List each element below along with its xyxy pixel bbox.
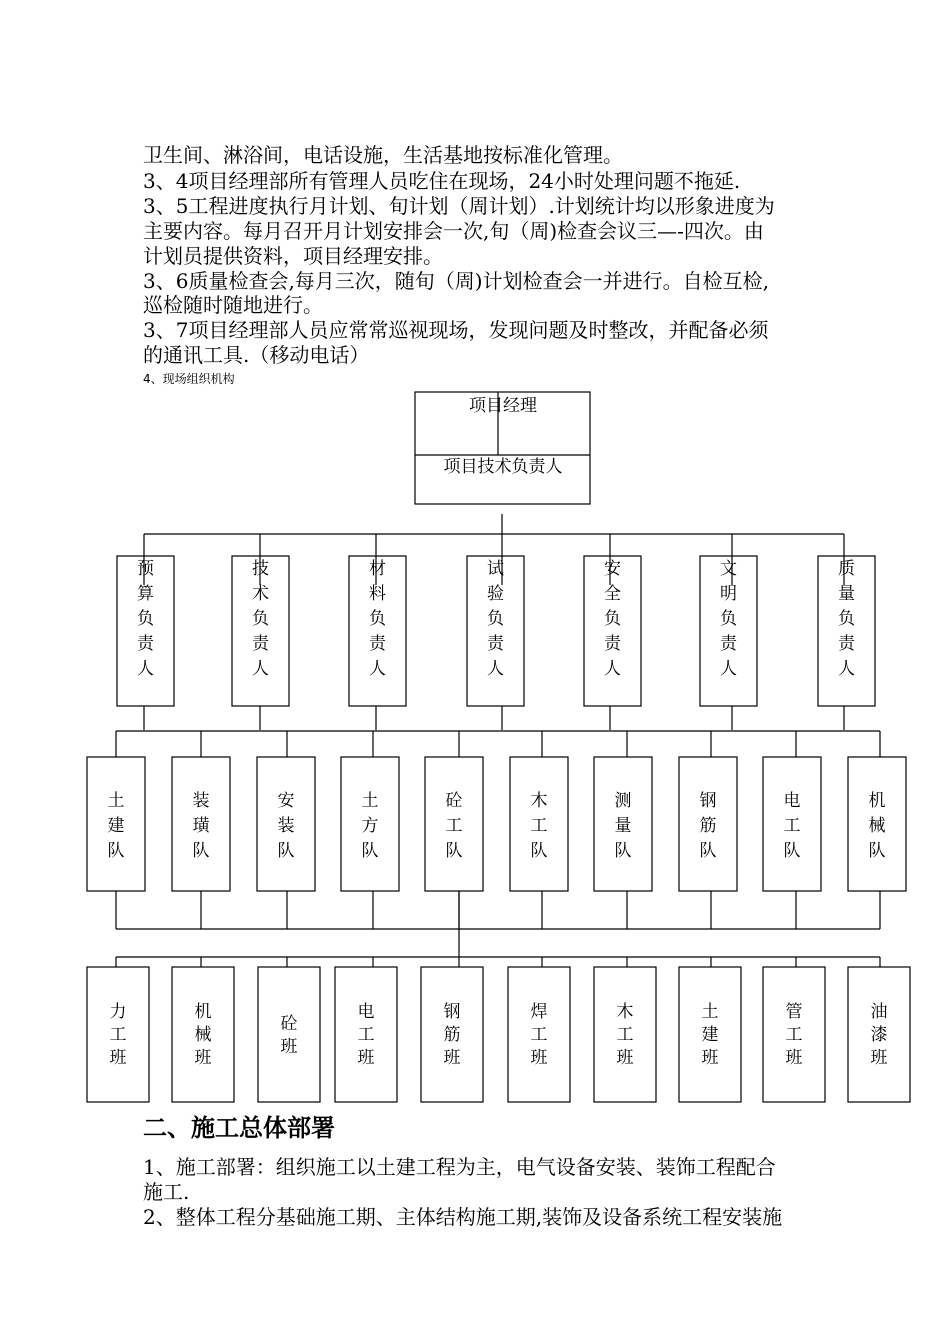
manager-label: 料 bbox=[369, 584, 386, 604]
team-label: 工 bbox=[783, 816, 801, 836]
crew-label: 砼 bbox=[280, 1014, 298, 1034]
manager-label: 安 bbox=[604, 559, 621, 579]
team-label: 队 bbox=[868, 841, 886, 861]
team-label: 队 bbox=[277, 841, 295, 861]
crew-label: 力 bbox=[109, 1002, 127, 1022]
team-label: 队 bbox=[530, 841, 548, 861]
team-label: 钢 bbox=[699, 791, 717, 811]
manager-label: 人 bbox=[252, 659, 269, 679]
text-line: 1、施工部署：组织施工以土建工程为主，电气设备安装、装饰工程配合 bbox=[143, 1155, 776, 1179]
manager-label: 负 bbox=[838, 609, 855, 629]
manager-label: 验 bbox=[487, 584, 504, 604]
crew-label: 班 bbox=[194, 1048, 212, 1068]
team-label: 电 bbox=[783, 791, 801, 811]
crew-label: 钢 bbox=[443, 1002, 461, 1022]
team-label: 队 bbox=[361, 841, 379, 861]
team-label: 队 bbox=[192, 841, 210, 861]
manager-label: 明 bbox=[720, 584, 737, 604]
crew-label: 工 bbox=[530, 1025, 548, 1045]
manager-label: 试 bbox=[487, 559, 504, 579]
team-label: 建 bbox=[107, 816, 125, 836]
manager-label: 负 bbox=[369, 609, 386, 629]
project-manager-label: 项目经理 bbox=[469, 396, 537, 416]
team-label: 机 bbox=[868, 791, 886, 811]
manager-label: 算 bbox=[137, 584, 154, 604]
manager-label: 责 bbox=[137, 634, 154, 654]
crew-label: 班 bbox=[616, 1048, 634, 1068]
crew-label: 工 bbox=[357, 1025, 375, 1045]
manager-label: 责 bbox=[252, 634, 269, 654]
team-label: 砼 bbox=[445, 791, 463, 811]
team-label: 队 bbox=[614, 841, 632, 861]
manager-label: 责 bbox=[369, 634, 386, 654]
crew-label: 班 bbox=[530, 1048, 548, 1068]
crew-label: 土 bbox=[701, 1002, 719, 1022]
text-line: 3、7项目经理部人员应常常巡视现场，发现问题及时整改，并配备必须 bbox=[143, 318, 769, 342]
section-heading: 二、施工总体部署 bbox=[143, 1114, 335, 1142]
team-label: 队 bbox=[445, 841, 463, 861]
manager-label: 人 bbox=[604, 659, 621, 679]
manager-label: 人 bbox=[487, 659, 504, 679]
manager-label: 术 bbox=[252, 584, 269, 604]
text-line: 3、4项目经理部所有管理人员吃住在现场，24小时处理问题不拖延. bbox=[143, 169, 741, 193]
team-label: 筋 bbox=[699, 816, 717, 836]
team-label: 队 bbox=[107, 841, 125, 861]
team-label: 木 bbox=[530, 791, 548, 811]
team-label: 械 bbox=[868, 816, 886, 836]
manager-label: 负 bbox=[252, 609, 269, 629]
manager-label: 预 bbox=[137, 559, 154, 579]
team-label: 装 bbox=[192, 791, 210, 811]
crew-label: 建 bbox=[701, 1025, 719, 1045]
manager-label: 人 bbox=[137, 659, 154, 679]
crew-label: 工 bbox=[616, 1025, 634, 1045]
text-line: 主要内容。每月召开月计划安排会一次,旬（周)检查会议三—-四次。由 bbox=[143, 219, 764, 243]
crew-label: 械 bbox=[194, 1025, 212, 1045]
crew-label: 班 bbox=[701, 1048, 719, 1068]
crew-label: 管 bbox=[785, 1002, 803, 1022]
manager-label: 人 bbox=[838, 659, 855, 679]
crew-label: 焊 bbox=[530, 1002, 548, 1022]
manager-label: 责 bbox=[720, 634, 737, 654]
text-line: 3、6质量检查会,每月三次，随旬（周)计划检查会一并进行。自检互检, bbox=[143, 269, 769, 293]
manager-label: 材 bbox=[369, 559, 386, 579]
org-chart-title: 4、现场组织机构 bbox=[143, 372, 235, 386]
manager-label: 全 bbox=[604, 584, 621, 604]
crew-box bbox=[258, 967, 320, 1102]
team-label: 璜 bbox=[192, 816, 210, 836]
manager-label: 负 bbox=[487, 609, 504, 629]
text-line: 计划员提供资料，项目经理安排。 bbox=[143, 244, 443, 268]
manager-label: 技 bbox=[252, 559, 269, 579]
manager-label: 责 bbox=[487, 634, 504, 654]
crew-label: 班 bbox=[785, 1048, 803, 1068]
manager-label: 负 bbox=[604, 609, 621, 629]
crew-label: 工 bbox=[785, 1025, 803, 1045]
team-label: 工 bbox=[530, 816, 548, 836]
text-line: 卫生间、淋浴间，电话设施，生活基地按标准化管理。 bbox=[143, 143, 623, 167]
team-label: 工 bbox=[445, 816, 463, 836]
manager-label: 文 bbox=[720, 559, 737, 579]
crew-label: 筋 bbox=[443, 1025, 461, 1045]
manager-label: 质 bbox=[838, 559, 855, 579]
manager-label: 负 bbox=[720, 609, 737, 629]
manager-label: 人 bbox=[720, 659, 737, 679]
crew-label: 工 bbox=[109, 1025, 127, 1045]
team-label: 测 bbox=[614, 791, 632, 811]
team-label: 装 bbox=[277, 816, 295, 836]
crew-label: 班 bbox=[870, 1048, 888, 1068]
team-label: 方 bbox=[361, 816, 379, 836]
crew-label: 木 bbox=[616, 1002, 634, 1022]
text-line: 的通讯工具.（移动电话） bbox=[143, 343, 370, 367]
text-line: 施工. bbox=[143, 1180, 190, 1204]
manager-label: 责 bbox=[604, 634, 621, 654]
team-label: 队 bbox=[699, 841, 717, 861]
team-label: 量 bbox=[614, 816, 632, 836]
team-label: 队 bbox=[783, 841, 801, 861]
manager-label: 负 bbox=[137, 609, 154, 629]
manager-label: 责 bbox=[838, 634, 855, 654]
crew-label: 漆 bbox=[870, 1025, 888, 1045]
team-label: 土 bbox=[107, 791, 125, 811]
text-line: 巡检随时随地进行。 bbox=[143, 293, 323, 317]
crew-label: 班 bbox=[443, 1048, 461, 1068]
tech-lead-label: 项目技术负责人 bbox=[443, 457, 563, 477]
team-label: 安 bbox=[277, 791, 295, 811]
manager-label: 人 bbox=[369, 659, 386, 679]
text-line: 3、5工程进度执行月计划、旬计划（周计划）.计划统计均以形象进度为 bbox=[143, 194, 775, 218]
crew-label: 班 bbox=[280, 1037, 298, 1057]
team-label: 土 bbox=[361, 791, 379, 811]
crew-label: 机 bbox=[194, 1002, 212, 1022]
crew-label: 电 bbox=[357, 1002, 375, 1022]
crew-label: 班 bbox=[357, 1048, 375, 1068]
crew-label: 油 bbox=[870, 1002, 888, 1022]
text-line: 2、整体工程分基础施工期、主体结构施工期,装饰及设备系统工程安装施 bbox=[143, 1205, 783, 1229]
manager-label: 量 bbox=[838, 584, 855, 604]
crew-label: 班 bbox=[109, 1048, 127, 1068]
